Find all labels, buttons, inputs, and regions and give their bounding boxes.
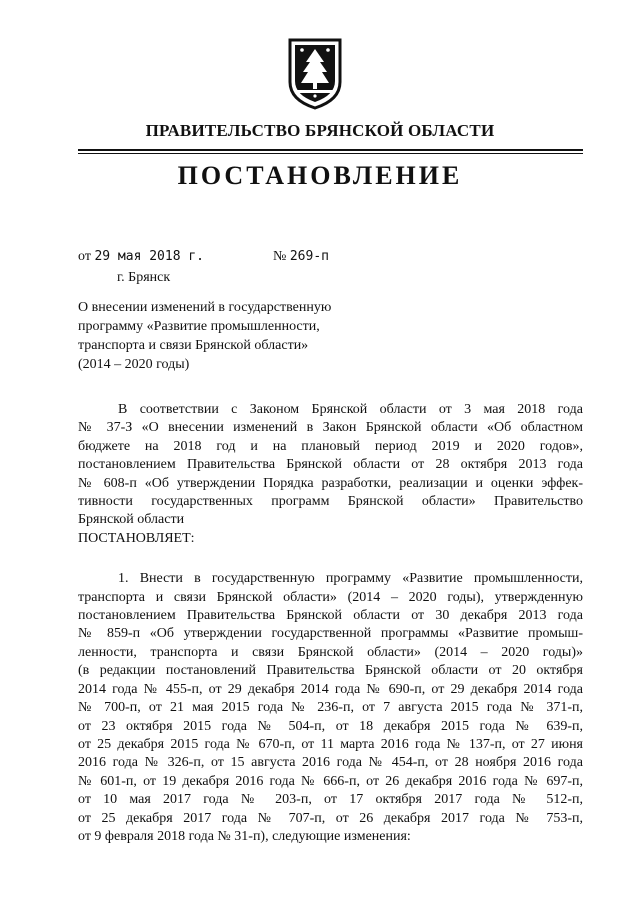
item-1-line: транспорта и связи Брянской области» (2014 – 2020 годы), утвержденную bbox=[78, 589, 583, 605]
item-1-line: от 25 декабря 2017 года № 707-п, от 26 декабря 2017 года № 753-п, bbox=[78, 810, 583, 826]
date-prefix: от bbox=[78, 249, 91, 264]
item-1-line: № 700-п, от 21 мая 2015 года № 236-п, от 7 августа 2015 года № 371-п, bbox=[78, 700, 583, 716]
document-city: г. Брянск bbox=[117, 270, 171, 285]
date-value: 29 мая 2018 г. bbox=[94, 249, 205, 264]
number-value: 269-п bbox=[289, 249, 329, 264]
document-subject bbox=[78, 298, 378, 374]
preamble-paragraph bbox=[78, 401, 583, 530]
subject-line: О внесении изменений в государственную bbox=[78, 300, 332, 315]
preamble-line: тивности государственных программ Брянской области» Правительство bbox=[78, 494, 583, 510]
item-1-line: № 601-п, от 19 декабря 2016 года № 666-п, от 26 декабря 2016 года № 697-п, bbox=[78, 773, 583, 789]
item-1-line: 1. Внести в государственную программу «Развитие промышленности, bbox=[118, 571, 583, 587]
coat-of-arms-emblem bbox=[286, 34, 344, 110]
header-rule-thin bbox=[78, 153, 583, 154]
item-1-paragraph bbox=[78, 570, 583, 846]
government-title: ПРАВИТЕЛЬСТВО БРЯНСКОЙ ОБЛАСТИ bbox=[145, 121, 495, 140]
preamble-line: постановлением Правительства Брянской области от 28 октября 2013 года bbox=[78, 457, 583, 473]
document-body bbox=[78, 401, 583, 846]
item-1-line: 2016 года № 326-п, от 15 августа 2016 года № 454-п, от 28 ноября 2016 года bbox=[78, 755, 583, 771]
preamble-line: № 37-З «О внесении изменений в Закон Брянской области «Об областном bbox=[78, 420, 583, 436]
preamble-line: № 608-п «Об утверждении Порядка разработки, реализации и оценки эффек- bbox=[78, 475, 583, 491]
preamble-line: В соответствии с Законом Брянской области от 3 мая 2018 года bbox=[118, 402, 583, 417]
subject-line: (2014 – 2020 годы) bbox=[78, 357, 190, 372]
subject-line: программу «Развитие промышленности, bbox=[78, 319, 320, 334]
item-1-line: 2014 года № 455-п, от 29 декабря 2014 года № 690-п, от 29 декабря 2014 года bbox=[78, 681, 583, 697]
number-prefix: № bbox=[273, 249, 287, 264]
item-1-line: ленности, транспорта и связи Брянской области» (2014 – 2020 годы)» bbox=[78, 644, 583, 660]
item-1-line: постановлением Правительства Брянской области от 30 декабря 2013 года bbox=[78, 608, 583, 624]
preamble-line: Брянской области bbox=[78, 512, 185, 528]
preamble-line: бюджете на 2018 год и на плановый период 2019 и 2020 годов», bbox=[78, 438, 583, 454]
item-1-line: от 10 мая 2017 года № 203-п, от 17 октября 2017 года № 512-п, bbox=[78, 792, 583, 808]
item-1-line: № 859-п «Об утверждении государственной программы «Развитие промыш- bbox=[78, 626, 583, 642]
item-1-line: (в редакции постановлений Правительства Брянской области от 20 октября bbox=[78, 663, 583, 679]
document-number bbox=[273, 249, 329, 265]
item-1-line: от 9 февраля 2018 года № 31-п), следующие изменения: bbox=[78, 828, 411, 844]
decree-word: ПОСТАНОВЛЯЕТ: bbox=[78, 530, 195, 546]
subject-line: транспорта и связи Брянской области» bbox=[78, 338, 309, 353]
item-1-line: от 25 декабря 2015 года № 670-п, от 11 марта 2016 года № 137-п, от 27 июня bbox=[78, 736, 583, 752]
header-rule-thick bbox=[78, 149, 583, 151]
item-1-line: от 23 октября 2015 года № 504-п, от 18 декабря 2015 года № 639-п, bbox=[78, 718, 583, 734]
document-type-title: ПОСТАНОВЛЕНИЕ bbox=[177, 161, 463, 190]
document-date bbox=[78, 249, 204, 265]
